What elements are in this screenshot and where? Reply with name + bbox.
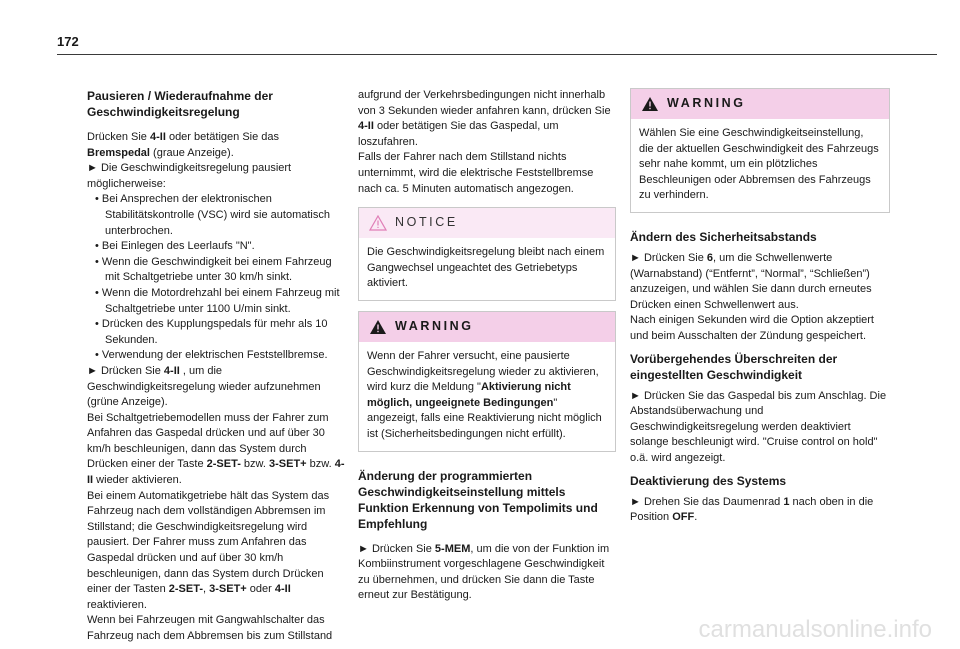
notice-text: Die Geschwindigkeitsregelung bleibt nach einem Gangwechsel ungeachtet des Getriebetyps aktiviert.: [367, 246, 605, 290]
paragraph: aufgrund der Verkehrsbedingungen nicht innerhalb von 3 Sekunden wieder anfahren kann, drücken Sie 4-II oder betätigen Sie das Gaspedal, um loszufahren.: [358, 89, 611, 148]
warning-header: [359, 312, 615, 342]
section-heading-override: Vorübergehendes Überschreiten der eingestellten Geschwindigkeit: [630, 351, 838, 382]
notice-triangle-icon: [369, 215, 387, 231]
paragraph: Drücken Sie 4-II oder betätigen Sie das Bremspedal (graue Anzeige).: [87, 131, 280, 159]
notice-header: [359, 208, 615, 238]
step: ► Die Geschwindigkeitsregelung pausiert möglicherweise:: [87, 162, 292, 190]
header-rule: [57, 54, 937, 55]
warning-header: [631, 89, 889, 119]
warning-box: [358, 311, 616, 452]
bullet-item: • Wenn die Motordrehzahl bei einem Fahrzeug mit Schaltgetriebe unter 1100 U/min sinkt.: [95, 286, 340, 315]
paragraph: Bei Schaltgetriebemodellen muss der Fahrer zum Anfahren das Gaspedal drücken und auf über 30 km/h beschleunigen, dann das System durch Drücken einer der Taste 2-SET- bzw. 3-SET+ bzw. 4-II wieder aktivieren.: [87, 411, 345, 487]
step: ► Drücken Sie 4-II , um die Geschwindigkeitsregelung wieder aufzunehmen (grüne Anzeige).: [87, 364, 321, 409]
notice-title: NOTICE: [395, 215, 458, 230]
watermark: carmanualsonline.info: [698, 616, 932, 643]
column-1: [87, 88, 345, 645]
column-2: [358, 88, 616, 604]
step: ► Drücken Sie 5-MEM, um die von der Funktion im Kombiinstrument vorgeschlagene Geschwindigkeit zu übernehmen, und drücken Sie dann die Taste erneut zur Bestätigung.: [358, 542, 610, 602]
notice-box: [358, 207, 616, 301]
warning-text: Wenn der Fahrer versucht, eine pausierte Geschwindigkeitsregelung wieder zu aktivieren, wird kurz die Meldung "Aktivierung nicht möglich, ungeeignete Bedingungen" angezeigt, falls eine Reaktivierung nicht möglich ist (Sicherheitsbedingungen nicht erfüllt).: [367, 349, 602, 440]
paragraph: Falls der Fahrer nach dem Stillstand nichts unternimmt, wird die elektrische Feststellbremse nach ca. 5 Minuten automatisch angezogen.: [358, 151, 594, 195]
bullet-item: • Bei Ansprechen der elektronischen Stabilitätskontrolle (VSC) wird sie automatisch unterbrochen.: [95, 193, 330, 237]
step: ► Drehen Sie das Daumenrad 1 nach oben in die Position OFF.: [630, 495, 874, 524]
step: ► Drücken Sie 6, um die Schwellenwerte (Warnabstand) (“Entfernt”, “Normal”, “Schließen”) anzuzeigen, und wählen Sie dann durch erneutes Drücken einen Schwellenwert aus.: [630, 251, 872, 311]
warning-title: WARNING: [395, 319, 474, 334]
step: ► Drücken Sie das Gaspedal bis zum Anschlag. Die Abstandsüberwachung und Geschwindigkeitsregelung werden deaktiviert solange beschleunigt wird. "Cruise control on hold" o.ä. wird angezeigt.: [630, 389, 887, 464]
bullet-item: • Drücken des Kupplungspedals für mehr als 10 Sekunden.: [95, 318, 328, 346]
section-heading-distance: Ändern des Sicherheitsabstands: [630, 229, 817, 244]
page-number: 172: [57, 34, 79, 49]
section-heading-pause: Pausieren / Wiederaufnahme der Geschwindigkeitsregelung: [87, 89, 273, 119]
section-heading-speed-limit: Änderung der programmierten Geschwindigkeitseinstellung mittels Funktion Erkennung von Tempolimits und Empfehlung: [358, 468, 598, 531]
bullet-item: • Wenn die Geschwindigkeit bei einem Fahrzeug mit Schaltgetriebe unter 30 km/h sinkt.: [95, 255, 332, 284]
warning-text: Wählen Sie eine Geschwindigkeitseinstellung, die der aktuellen Geschwindigkeit des Fahrzeugs sehr nahe kommt, um ein plötzliches Beschleunigen oder Abbremsen des Fahrzeugs zu verhindern.: [639, 127, 879, 202]
warning-triangle-icon: [369, 319, 387, 335]
warning-title: WARNING: [667, 96, 746, 111]
paragraph: Wenn bei Fahrzeugen mit Gangwahlschalter das Fahrzeug nach dem Abbremsen bis zum Stillstand: [87, 614, 333, 642]
section-heading-deactivation: Deaktivierung des Systems: [630, 473, 787, 488]
column-3: [630, 88, 890, 526]
bullet-item: • Bei Einlegen des Leerlaufs "N".: [95, 240, 255, 253]
warning-triangle-icon: [641, 96, 659, 112]
paragraph: Bei einem Automatikgetriebe hält das System das Fahrzeug nach dem vollständigen Abbremsen im Stillstand; die Geschwindigkeitsregelung wird pausiert. Der Fahrer muss zum Anfahren das Gaspedal drücken und auf über 30 km/h beschleunigen, dann das System durch Drücken einer der Tasten 2-SET-, 3-SET+ oder 4-II reaktivieren.: [87, 489, 330, 611]
warning-box: [630, 88, 890, 213]
bullet-item: • Verwendung der elektrischen Feststellbremse.: [95, 349, 328, 362]
paragraph: Nach einigen Sekunden wird die Option akzeptiert und beim Ausschalten der Zündung gespeichert.: [630, 314, 874, 342]
